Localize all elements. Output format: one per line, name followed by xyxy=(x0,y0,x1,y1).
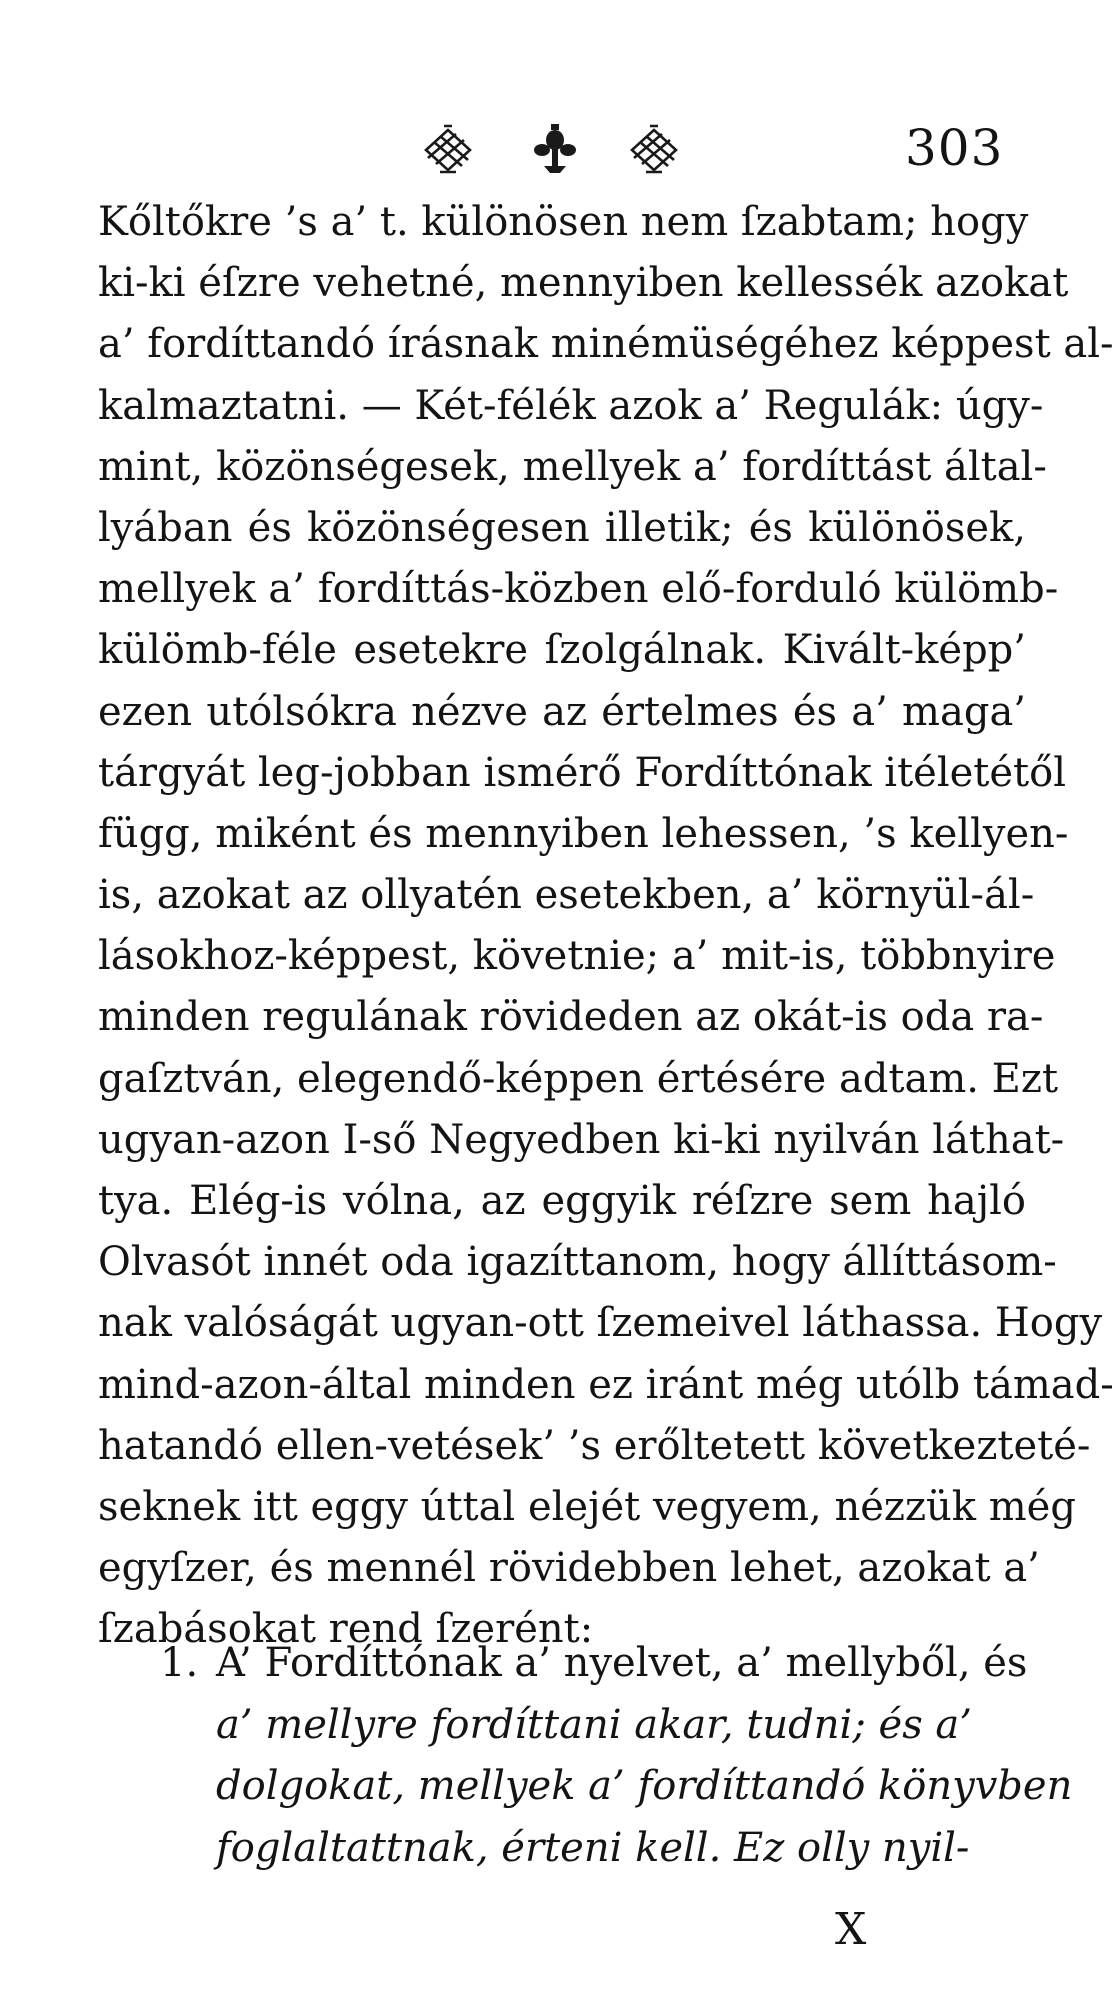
text-line: tya. Elég-is vólna, az eggyik réſzre sem hajló xyxy=(98,1178,1026,1224)
text-line: kalmaztatni. — Két-félék azok a’ Regulák: úgy- xyxy=(98,382,1044,429)
text-line: tárgyát leg-jobban ismérő Fordíttónak itéletétől xyxy=(98,749,1066,796)
text-line: lásokhoz-képpest, követnie; a’ mit-is, többnyire xyxy=(98,933,1056,980)
header-ornaments xyxy=(420,120,690,176)
text-line: gaſztván, elegendő-képpen értésére adtam. Ezt xyxy=(98,1055,1059,1102)
text-line: hatandó ellen-vetések’ ’s erőltetett következteté- xyxy=(98,1422,1091,1469)
signature-mark: X xyxy=(835,1904,867,1955)
rule-number: 1. xyxy=(160,1640,199,1686)
rule-line: a’ mellyre fordíttani akar, tudni; és a’ xyxy=(216,1701,972,1748)
text-line: Kőltőkre ’s a’ t. különösen nem ſzabtam; hogy xyxy=(98,199,1029,245)
text-line: ezen utólsókra nézve az értelmes és a’ maga’ xyxy=(98,688,1026,735)
text-line: mind-azon-által minden ez iránt még utólb támad- xyxy=(98,1361,1114,1408)
rule-line: A’ Fordíttónak a’ nyelvet, a’ mellyből, és xyxy=(216,1640,1028,1686)
text-line: Olvasót innét oda igazíttanom, hogy állíttásom- xyxy=(98,1239,1057,1286)
text-line: lyában és közönségesen illetik; és különösek, xyxy=(98,504,1026,551)
numbered-rule xyxy=(160,1633,1073,1879)
rule-line: foglaltattnak, érteni kell. Ez olly nyil- xyxy=(216,1824,970,1871)
text-line: ugyan-azon I-ső Negyedben ki-ki nyilván láthat- xyxy=(98,1116,1065,1163)
rule-first-line xyxy=(160,1633,1026,1695)
text-line: a’ fordíttandó írásnak minémüségéhez képpest al- xyxy=(98,321,1114,368)
text-line: külömb-féle esetekre ſzolgálnak. Kivált-képp’ xyxy=(98,627,1026,674)
text-line: ki-ki éſzre vehetné, mennyiben kellessék azokat xyxy=(98,260,1069,307)
text-line: mint, közönségesek, mellyek a’ fordíttást által- xyxy=(98,443,1047,490)
rule-line: dolgokat, mellyek a’ fordíttandó könyvben xyxy=(216,1763,1073,1809)
diamond-lattice-icon xyxy=(426,126,470,172)
text-line: mellyek a’ fordíttás-közben elő-forduló külömb- xyxy=(98,566,1059,613)
text-line: seknek itt eggy úttal elejét vegyem, nézzük még xyxy=(98,1483,1076,1530)
text-line: ſzabásokat rend ſzerént: xyxy=(98,1606,594,1653)
text-line: függ, miként és mennyiben lehessen, ’s kellyen- xyxy=(98,810,1069,857)
fleuron-icon xyxy=(534,124,576,173)
text-line: nak valóságát ugyan-ott ſzemeivel láthassa. Hogy xyxy=(98,1300,1103,1347)
text-line: minden regulának rövideden az okát-is oda ra- xyxy=(98,994,1044,1041)
body-paragraph xyxy=(98,192,1114,1661)
page-number: 303 xyxy=(905,119,1004,177)
page-header xyxy=(0,112,1115,182)
diamond-lattice-icon xyxy=(632,126,676,172)
text-line: egyſzer, és mennél rövidebben lehet, azokat a’ xyxy=(98,1545,1040,1592)
text-line: is, azokat az ollyatén esetekben, a’ környül-ál- xyxy=(98,872,1035,919)
